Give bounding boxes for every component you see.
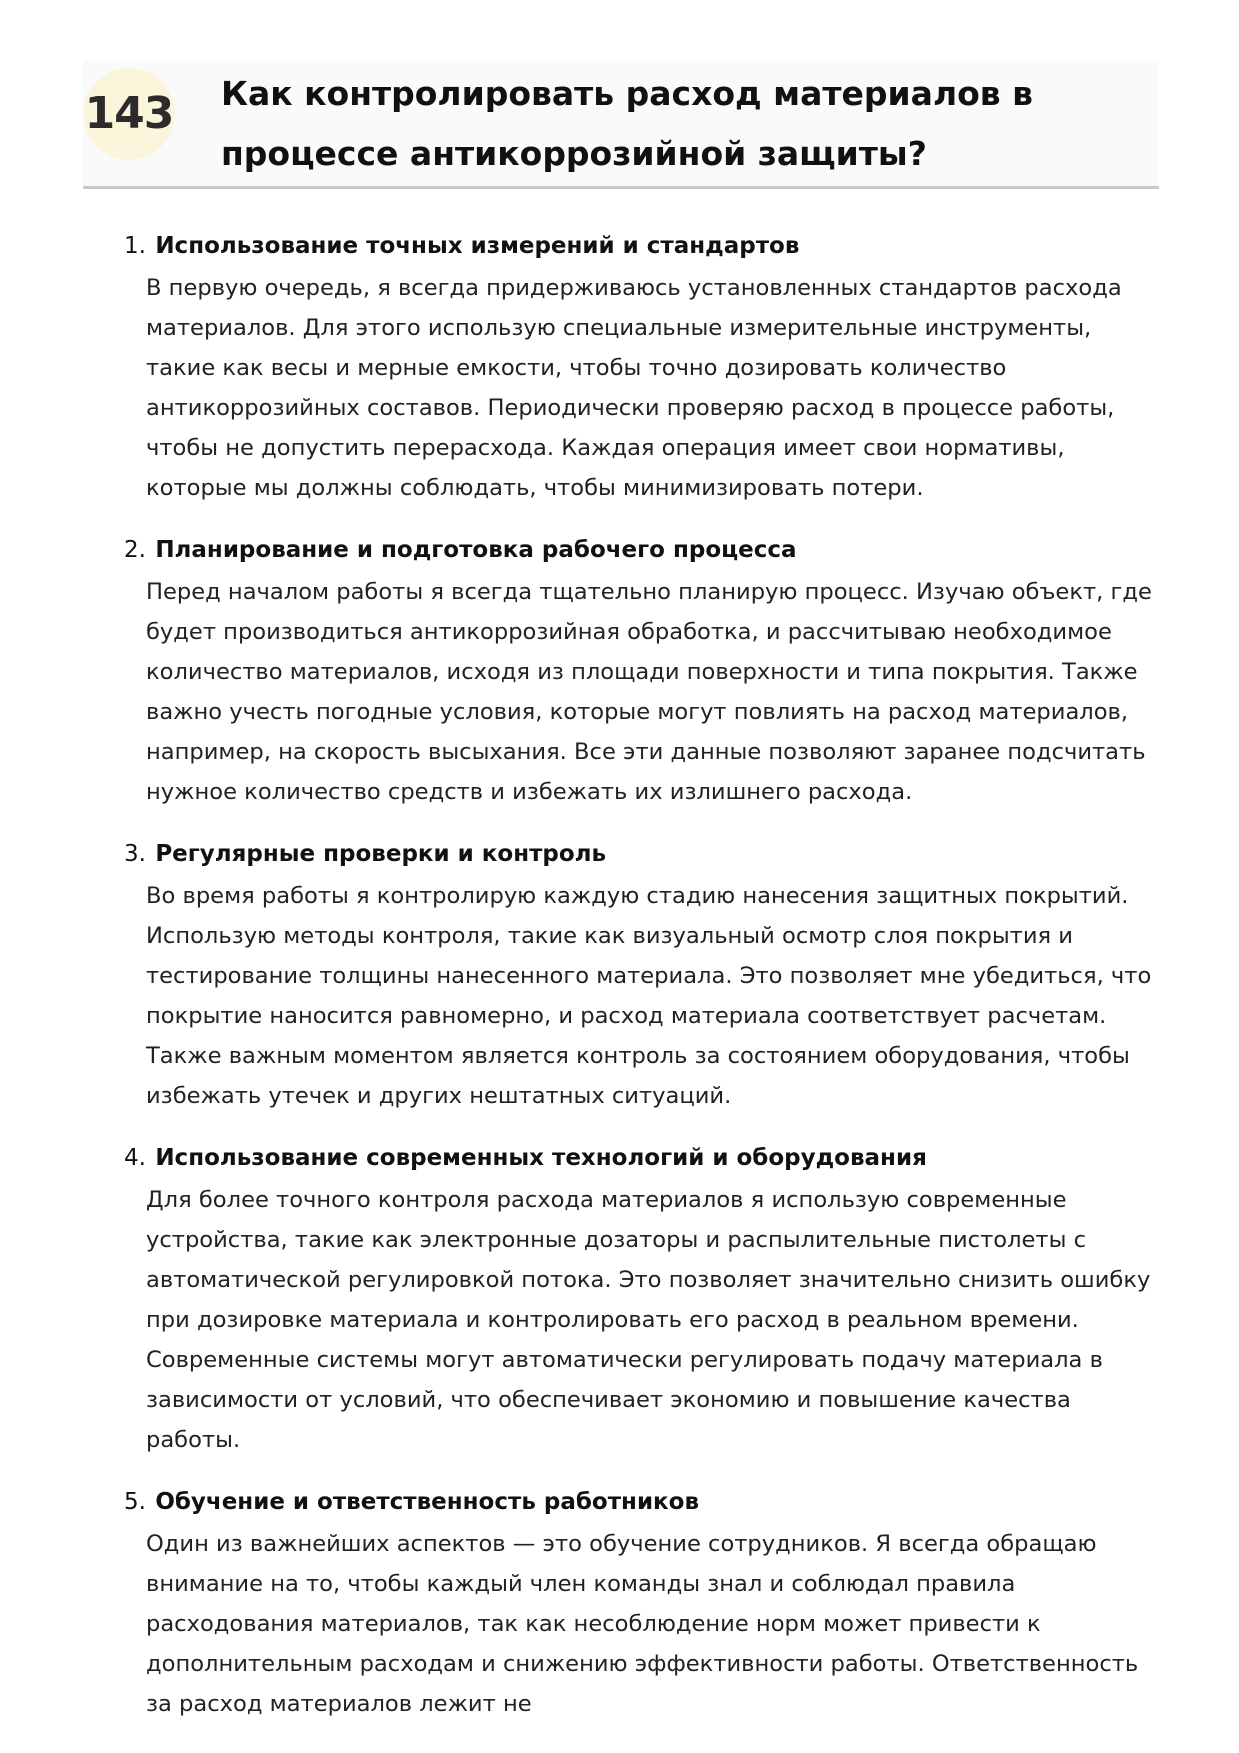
list-item bbox=[113, 1484, 1163, 1724]
list-item-heading bbox=[113, 228, 1163, 264]
list-item-heading bbox=[113, 532, 1163, 568]
list-item-heading bbox=[113, 836, 1163, 872]
list-item bbox=[113, 532, 1163, 812]
list-item-number: 5. bbox=[124, 1489, 146, 1515]
list-item-title: Использование современных технологий и оборудования bbox=[155, 1145, 927, 1171]
list-item bbox=[113, 1140, 1163, 1460]
list-item-number: 2. bbox=[124, 537, 146, 563]
list-item-title: Использование точных измерений и стандартов bbox=[155, 233, 800, 259]
page-title: Как контролировать расход материалов в процессе антикоррозийной защиты? bbox=[221, 74, 1034, 173]
list-item-heading bbox=[113, 1484, 1163, 1520]
list-item-number: 1. bbox=[124, 233, 146, 259]
list-item-body: Для более точного контроля расхода материалов я использую современные устройства, такие как электронные дозаторы и распылительные пистолеты с автоматической регулировкой потока. Это позволяет значительно снизить ошибку при дозировке материала и контролировать его расход в реальном времени. Современные системы могут автоматически регулировать подачу материала в зависимости от условий, что обеспечивает экономию и повышение качества работы. bbox=[146, 1187, 1151, 1453]
page-header bbox=[83, 60, 1159, 189]
list-item-number: 4. bbox=[124, 1145, 146, 1171]
list-item-number: 3. bbox=[124, 841, 146, 867]
list-item bbox=[113, 228, 1163, 508]
answer-list bbox=[113, 228, 1163, 1748]
list-item-body: Перед началом работы я всегда тщательно планирую процесс. Изучаю объект, где будет производиться антикоррозийная обработка, и рассчитываю необходимое количество материалов, исходя из площади поверхности и типа покрытия. Также важно учесть погодные условия, которые могут повлиять на расход материалов, например, на скорость высыхания. Все эти данные позволяют заранее подсчитать нужное количество средств и избежать их излишнего расхода. bbox=[146, 579, 1152, 805]
list-item-title: Регулярные проверки и контроль bbox=[155, 841, 607, 867]
list-item-title: Планирование и подготовка рабочего процесса bbox=[155, 537, 797, 563]
list-item bbox=[113, 836, 1163, 1116]
list-item-body: Один из важнейших аспектов — это обучение сотрудников. Я всегда обращаю внимание на то, чтобы каждый член команды знал и соблюдал правила расходования материалов, так как несоблюдение норм может привести к дополнительным расходам и снижению эффективности работы. Ответственность за расход материалов лежит не bbox=[146, 1531, 1139, 1717]
question-number-badge: 143 bbox=[83, 68, 175, 160]
list-item-heading bbox=[113, 1140, 1163, 1176]
list-item-title: Обучение и ответственность работников bbox=[155, 1489, 700, 1515]
list-item-body: Во время работы я контролирую каждую стадию нанесения защитных покрытий. Использую методы контроля, такие как визуальный осмотр слоя покрытия и тестирование толщины нанесенного материала. Это позволяет мне убедиться, что покрытие наносится равномерно, и расход материала соответствует расчетам. Также важным моментом является контроль за состоянием оборудования, чтобы избежать утечек и других нештатных ситуаций. bbox=[146, 883, 1152, 1109]
list-item-body: В первую очередь, я всегда придерживаюсь установленных стандартов расхода материалов. Для этого использую специальные измерительные инструменты, такие как весы и мерные емкости, чтобы точно дозировать количество антикоррозийных составов. Периодически проверяю расход в процессе работы, чтобы не допустить перерасхода. Каждая операция имеет свои нормативы, которые мы должны соблюдать, чтобы минимизировать потери. bbox=[146, 275, 1122, 501]
